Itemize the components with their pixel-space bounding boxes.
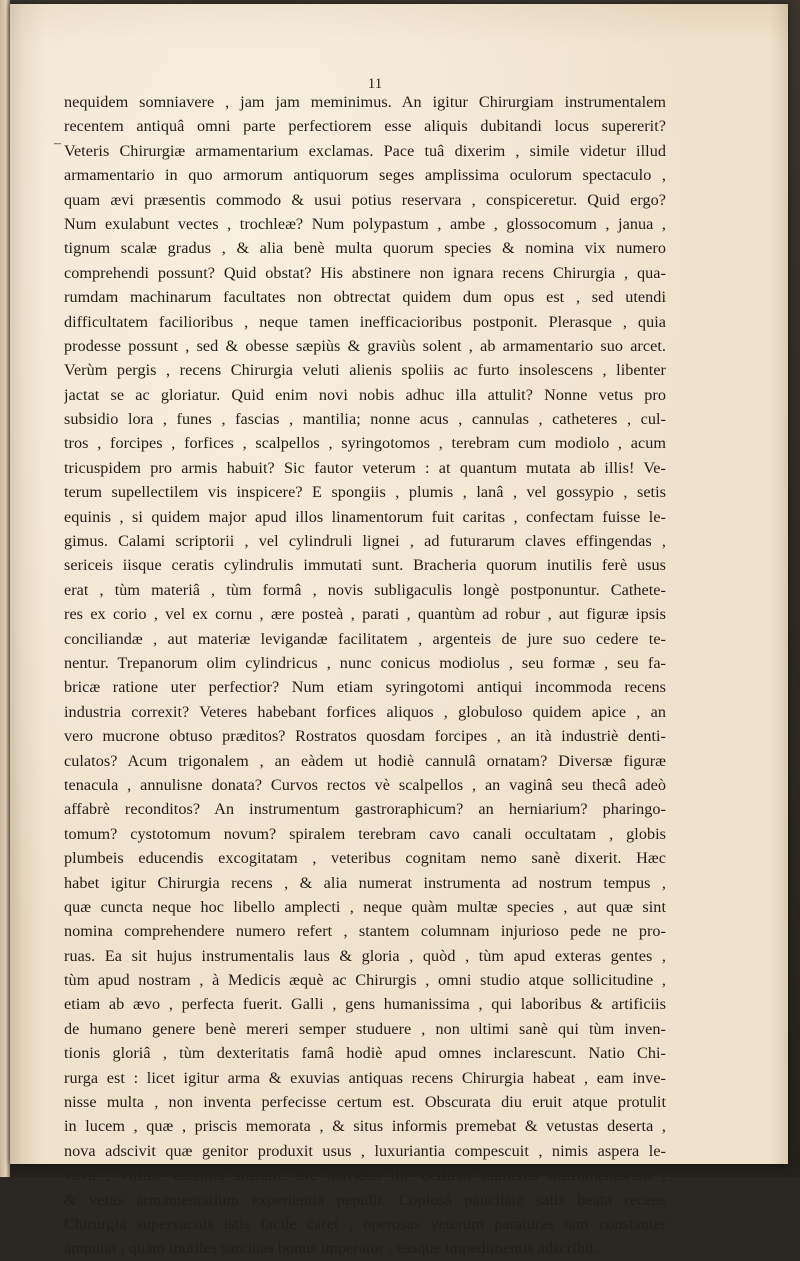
text-line: Veteris Chirurgiæ armamentarium exclamas. Pace tuâ dixerim , simile videtur illud (64, 141, 666, 160)
text-line: equinis , si quidem major apud illos linamentorum fuit caritas , confectam fuisse le- (64, 507, 666, 526)
text-line: tros , forcipes , forfices , scalpellos , syringotomos , terebram cum modiolo , acum (64, 434, 666, 453)
text-line: tùm apud nostram , à Medicis æquè ac Chirurgis , omni studio atque sollicitudine , (64, 971, 666, 990)
text-line: nequidem somniavere , jam jam meminimus. An igitur Chirurgiam instrumentalem (64, 93, 666, 111)
text-line: terum supellectilem vis inspicere? E spongiis , plumis , lanâ , vel gossypio , setis (64, 483, 666, 502)
text-line: nomina comprehendere numero refert , stantem columnam injurioso pede ne pro- (64, 922, 666, 941)
text-line: rurga est : licet igitur arma & exuvias antiquas recens Chirurgia habeat , eam inve- (64, 1068, 666, 1087)
text-line: comprehendi possunt? Quid obstat? His abstinere non ignara recens Chirurgia , qua- (64, 263, 666, 282)
book-page (10, 4, 788, 1258)
text-line: jactat se ac gloriatur. Quid enim novi nobis adhuc illa attulit? Nonne vetus pro (64, 385, 666, 404)
text-line: etiam ab ævo , perfecta fuerit. Galli , gens humanissima , qui laboribus & artificiis (64, 995, 666, 1014)
text-line: vero mucrone obtuso præditos? Rostratos quosdam forcipes , an ità industriè denti- (64, 727, 666, 746)
text-line: de humano genere benè mereri semper studuere , non ultimi sanè qui tùm inven- (64, 1019, 666, 1038)
text-line: difficultatem facilioribus , neque tamen inefficacioribus postponit. Plerasque , quia (64, 312, 666, 331)
text-line: nova adscivit quæ genitor produxit usus , luxuriantia compescuit , nimis aspera le- (64, 1141, 666, 1160)
text-line: armamentario in quo armorum antiquorum seges amplissima oculorum spectaculo , (64, 166, 666, 185)
text-line: ruas. Ea sit hujus instrumentalis laus & gloria , quòd , tùm apud exteras gentes , (64, 946, 666, 965)
text-line: plumbeis educendis excogitatam , veteribus cognitam nemo sanè dixerit. Hæc (64, 849, 666, 868)
text-line: subsidio lora , funes , fascias , mantilia; nonne acus , cannulas , catheteres , cul- (64, 410, 666, 429)
text-line: erat , tùm materiâ , tùm formâ , novis subligaculis longè postponuntur. Cathete- (64, 580, 666, 599)
text-line: nisse multa , non inventa perfecisse certum est. Obscurata diu eruit atque protulit (64, 1093, 666, 1112)
text-line: Num exulabunt vectes , trochleæ? Num polypastum , ambe , glossocomum , janua , (64, 214, 666, 233)
text-line: quam ævi præsentis commodo & usui potius reservara , conspiceretur. Quid ergo? (64, 190, 666, 209)
text-line: Chirurgia supervacuis istis facile caret , operosas veterum paraturas tam constanter (64, 1214, 666, 1233)
text-line: Verùm pergis , recens Chirurgia veluti alienis spoliis ac furto insolescens , libenter (64, 361, 666, 380)
text-line: tenacula , annulisne donata? Curvos rectos vè scalpellos , an vaginâ seu thecâ adeò (64, 775, 666, 794)
text-line: tricuspidem pro armis habuit? Sic fautor veterum : at quantum mutata ab illis! Ve- (64, 458, 666, 477)
text-line: tomum? cystotomum novum? spiralem terebram cavo canali occultatam , globis (64, 824, 666, 843)
text-line: quæ cuncta neque hoc libello amplecti , neque quàm multæ species , aut quæ sint (64, 897, 666, 916)
body-text (64, 90, 666, 1261)
text-line: tionis gloriâ , tùm dexteritatis famâ hodiè apud omnes inclarescunt. Natio Chi- (64, 1044, 666, 1063)
text-line: tignum scalæ gradus , & alia benè multa quorum species & nomina vix numero (64, 239, 666, 258)
text-line: rumdam machinarum facultates non obtrectat quidem dum opus est , sed utendi (64, 288, 666, 307)
binding-edge (0, 0, 10, 1177)
text-line: amputat , quàm inutiles sarcinas bonus imperator , easque impedimentis adscribit. (64, 1239, 599, 1258)
text-line: res ex corio , vel ex cornu , ære posteà , parati , quantùm ad robur , aut figuræ ipsis (64, 605, 666, 624)
text-line: industria correxit? Veteres habebant forfices aliquos , globuloso quidem apice , an (64, 702, 666, 721)
text-line: recentem antiquâ omni parte perfectiorem esse aliquis dubitandi locus supererit? (64, 117, 666, 136)
text-line: & vetus armamentarium experientia pepulit. Copiosâ paucitate satis beata recens (64, 1190, 666, 1209)
text-line: in lucem , quæ , priscis memorata , & situs informis premebat & vetustas deserta , (64, 1117, 666, 1136)
text-line: nentur. Trepanorum olim cylindricus , nunc conicus modiolus , seu formæ , seu fa- (64, 653, 666, 672)
page-number: 11 (367, 76, 383, 92)
text-line: sericeis iisque ceratis cylindrulis immutati sunt. Bracheria quorum inutilis ferè usus (64, 556, 666, 575)
text-line: culatos? Acum trigonalem , an eàdem ut hodiè cannulâ ornatam? Diversæ figuræ (64, 751, 666, 770)
text-line: conciliandæ , aut materiæ levigandæ facilitatem , argenteis de jure suo cedere te- (64, 629, 666, 648)
text-line: prodesse possunt , sed & obesse sæpiùs & graviùs solent , ab armamentario suo arcet. (64, 336, 666, 355)
text-line: habet igitur Chirurgia recens , & alia numerat instrumenta ad nostrum tempus , (64, 873, 666, 892)
margin-mark: – (54, 136, 61, 151)
text-line: vavit , virtute carentia sustulit. Sic horridus ille defluxit numerus instrumentorum , (64, 1166, 666, 1185)
text-line: affabrè reconditos? An instrumentum gastroraphicum? an herniarium? pharingo- (64, 800, 666, 819)
text-line: bricæ ratione uter perfectior? Num etiam syringotomi antiqui incommoda recens (64, 678, 666, 697)
text-line: gimus. Calami scriptorii , vel cylindruli lignei , ad futurarum claves effingendas , (64, 532, 666, 551)
